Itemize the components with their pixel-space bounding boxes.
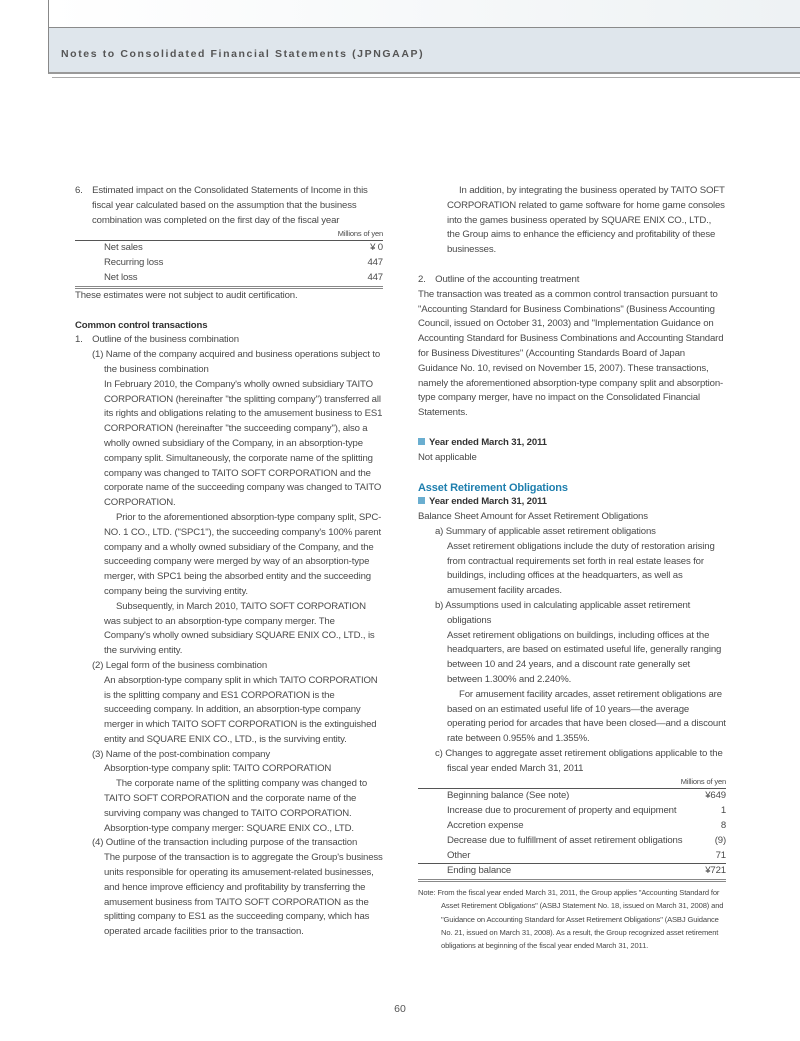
square-bullet-icon (418, 438, 425, 445)
row-value: ¥ 0 (370, 242, 383, 254)
table-row (418, 849, 726, 864)
table-unit: Millions of yen (337, 229, 383, 239)
subsection-1-title: (1) Name of the company acquired and business operations subject to the business combination (92, 349, 381, 375)
item-c-title: c) Changes to aggregate asset retirement obligations applicable to the fiscal year ended March 31, 2011 (435, 747, 723, 774)
row-value: ¥649 (705, 790, 726, 802)
paragraph: For amusement facility arcades, asset retirement obligations are based on an estimated useful life of 10 years—the average operating period for arcades that have been closed—and a discount rate between 0.955% and 1.355%. (447, 688, 726, 745)
table-row (75, 241, 383, 256)
paragraph: Asset retirement obligations include the duty of restoration arising from contractual requirements set forth in real estate leases for buildings, including offices at the headquarters, as well as amusement facility arcades. (447, 540, 715, 597)
table-row (75, 271, 383, 287)
paragraph: The transaction was treated as a common control transaction pursuant to "Accounting Standard for Business Combinations" (Business Accounting Council, issued on October 31, 2003) and "Implementation Guidance on Accounting Standard for Business Combinations and Accounting Standard for Business Divestitures" (Accounting Standards Board of Japan Guidance No. 10, revised on November 15, 2007). These transactions, namely the aforementioned absorption-type company split and absorption-type company merger, have no impact on the Consolidated Financial Statements. (418, 288, 724, 419)
paragraph: The corporate name of the splitting company was changed to TAITO SOFT CORPORATION and the corporate name of the surviving company was changed to TAITO CORPORATION. (104, 778, 368, 819)
paragraph: Prior to the aforementioned absorption-type company split, SPC-NO. 1 CO., LTD. ("SPC1"), the succeeding company's 100% parent company and a wholly owned subsidiary of the Company, and the succeeding company were merged by way of an absorption-type merger, with SPC1 being the absorbed entity and the succeeding company being the surviving entity. (104, 511, 382, 597)
paragraph: Absorption-type company merger: SQUARE ENIX CO., LTD. (104, 822, 354, 834)
header-divider (52, 77, 800, 78)
year-heading-text: Year ended March 31, 2011 (429, 436, 547, 448)
left-column (75, 184, 383, 940)
paragraph: In addition, by integrating the business operated by TAITO SOFT CORPORATION related to game software for home game consoles into the games business operated by SQUARE ENIX CO., LTD., the Group aims to enhance the efficiency and profitability of these businesses. (447, 185, 725, 256)
item-a-title: a) Summary of applicable asset retirement obligations (435, 525, 656, 537)
row-value: 8 (720, 820, 726, 832)
year-heading (418, 495, 726, 510)
paragraph: Asset retirement obligations on buildings, including offices at the headquarters, are based on estimated useful life, generally ranging between 10 and 24 years, and a discount rate generally set between 1.300% and 2.240%. (447, 629, 722, 685)
subsection-4-title: (4) Outline of the transaction including purpose of the transaction (92, 837, 358, 849)
year-heading-text: Year ended March 31, 2011 (429, 496, 547, 508)
outline-2: 2. Outline of the accounting treatment (418, 273, 580, 285)
row-label: Beginning balance (See note) (447, 790, 570, 802)
footnote: Note: From the fiscal year ended March 31, 2011, the Group applies "Accounting Standard for Asset Retirement Obligations" (ASBJ Statement No. 18, issued on March 31, 2008) and "Guidance on Accounting Standard for Asset Retirement Obligations" (ASBJ Guidance No. 21, issued on March 31, 2008). As a result, the Group recognized asset retirement obligations at beginning of the fiscal year ended March 31, 2011. (418, 888, 724, 951)
impact-table (75, 228, 383, 288)
row-value: ¥721 (705, 865, 726, 877)
table-row (75, 256, 383, 271)
subsection-3-title: (3) Name of the post-combination company (92, 748, 270, 760)
row-label: Recurring loss (104, 257, 164, 269)
paragraph: In February 2010, the Company's wholly owned subsidiary TAITO CORPORATION (hereinafter "the splitting company") transferred all its rights and obligations relating to the amusement business to ES1 CORPORATION (hereinafter "the succeeding company"), also a wholly owned subsidiary of the Company, in an absorption-type company split. Simultaneously, the corporate name of the splitting company was changed to TAITO SOFT CORPORATION and the corporate name of the succeeding company was changed to TAITO CORPORATION. (104, 378, 383, 509)
paragraph: Absorption-type company split: TAITO CORPORATION (104, 763, 332, 775)
not-applicable: Not applicable (418, 451, 477, 463)
table-row (418, 804, 726, 819)
header-top-band (48, 0, 800, 28)
section-heading: Common control transactions (75, 319, 208, 331)
table-row (418, 834, 726, 849)
paragraph: An absorption-type company split in which TAITO CORPORATION is the splitting company and ES1 CORPORATION is the succeeding company. In addition, an absorption-type company merger in which TAITO SOFT CORPORATION is the extinguished entity and SQUARE ENIX CO., LTD., is the surviving entity. (104, 674, 378, 745)
balance-sheet-title: Balance Sheet Amount for Asset Retirement Obligations (418, 511, 648, 523)
row-value: 447 (367, 257, 383, 269)
row-label: Net sales (104, 242, 143, 254)
outline-1: 1. Outline of the business combination (75, 334, 239, 346)
page-number: 60 (394, 1003, 406, 1015)
row-label: Decrease due to fulfillment of asset retirement obligations (447, 834, 683, 846)
section-heading-aro: Asset Retirement Obligations (418, 481, 568, 494)
aro-table (418, 776, 726, 882)
row-value: (9) (714, 834, 726, 846)
table-row (418, 819, 726, 834)
row-value: 1 (720, 805, 726, 817)
row-label: Increase due to procurement of property and equipment (447, 805, 677, 817)
square-bullet-icon (418, 497, 425, 504)
item-b-title: b) Assumptions used in calculating applicable asset retirement obligations (435, 599, 691, 626)
table-row (418, 789, 726, 804)
right-column (418, 184, 726, 952)
paragraph: Subsequently, in March 2010, TAITO SOFT CORPORATION was subject to an absorption-type company merger. The Company's wholly owned subsidiary SQUARE ENIX CO., LTD., is the surviving entity. (104, 600, 375, 657)
row-value: 447 (367, 271, 383, 283)
table-total-row (418, 864, 726, 881)
header-title-band (48, 28, 800, 74)
table-unit: Millions of yen (680, 777, 726, 787)
row-label: Ending balance (447, 865, 512, 877)
audit-note: These estimates were not subject to audit certification. (75, 289, 298, 301)
item-6-text: 6. Estimated impact on the Consolidated Statements of Income in this fiscal year calculated based on the assumption that the business combination was completed on the first day of the fiscal year (75, 185, 368, 226)
subsection-2-title: (2) Legal form of the business combination (92, 659, 268, 671)
year-heading (418, 436, 726, 451)
page-header-title: Notes to Consolidated Financial Statements (JPNGAAP) (61, 48, 425, 60)
row-value: 71 (715, 849, 726, 861)
paragraph: The purpose of the transaction is to aggregate the Group's business units responsible for operating its amusement-related businesses, and hence improve efficiency and profitability by transferring the amusement business from TAITO SOFT CORPORATION as the splitting company to ES1 as the succeeding company, which has operated arcade facilities prior to the transaction. (104, 852, 383, 938)
row-label: Accretion expense (447, 820, 524, 832)
row-label: Net loss (104, 271, 138, 283)
row-label: Other (447, 849, 471, 861)
